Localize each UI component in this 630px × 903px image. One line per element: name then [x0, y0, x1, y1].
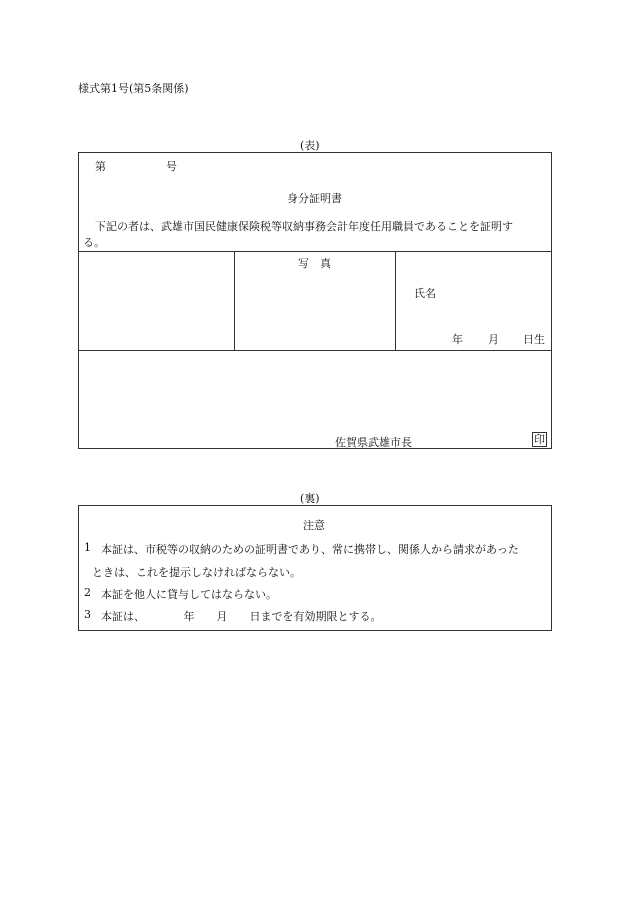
divider: [395, 251, 396, 350]
name-label: 氏名: [414, 287, 436, 300]
statement-line-2: る。: [83, 236, 105, 249]
notice-item-number: 1: [84, 541, 91, 554]
notice-title: 注意: [303, 519, 325, 532]
notice-item-text: 本証は、市税等の収納のための証明書であり、常に携帯し、関係人から請求があった: [101, 543, 519, 556]
dob-day-label: 日生: [523, 333, 545, 346]
divider: [234, 251, 235, 350]
dob-month-label: 月: [488, 333, 499, 346]
dob-year-label: 年: [452, 333, 463, 346]
notice-item-number: 3: [84, 608, 91, 621]
divider: [78, 350, 552, 351]
issuer: 佐賀県武雄市長: [335, 436, 412, 449]
seal-mark: 印: [534, 433, 545, 446]
notice-item-text: 本証を他人に貸与してはならない。: [101, 588, 277, 601]
notice-item-text: ときは、これを提示しなければならない。: [92, 566, 301, 579]
statement-line-1: 下記の者は、武雄市国民健康保険税等収納事務会計年度任用職員であることを証明す: [95, 220, 513, 233]
divider: [78, 251, 552, 252]
form-number: 様式第1号(第5条関係): [78, 82, 189, 95]
certificate-title: 身分証明書: [287, 192, 342, 205]
certificate-number-prefix: 第: [95, 160, 106, 173]
certificate-number-suffix: 号: [166, 160, 177, 173]
front-heading: (表): [300, 139, 320, 152]
notice-item-text: 本証は、 年 月 日までを有効期限とする。: [101, 610, 382, 623]
back-heading: (裏): [300, 492, 320, 505]
notice-item-number: 2: [84, 586, 91, 599]
photo-label: 写 真: [298, 257, 331, 270]
